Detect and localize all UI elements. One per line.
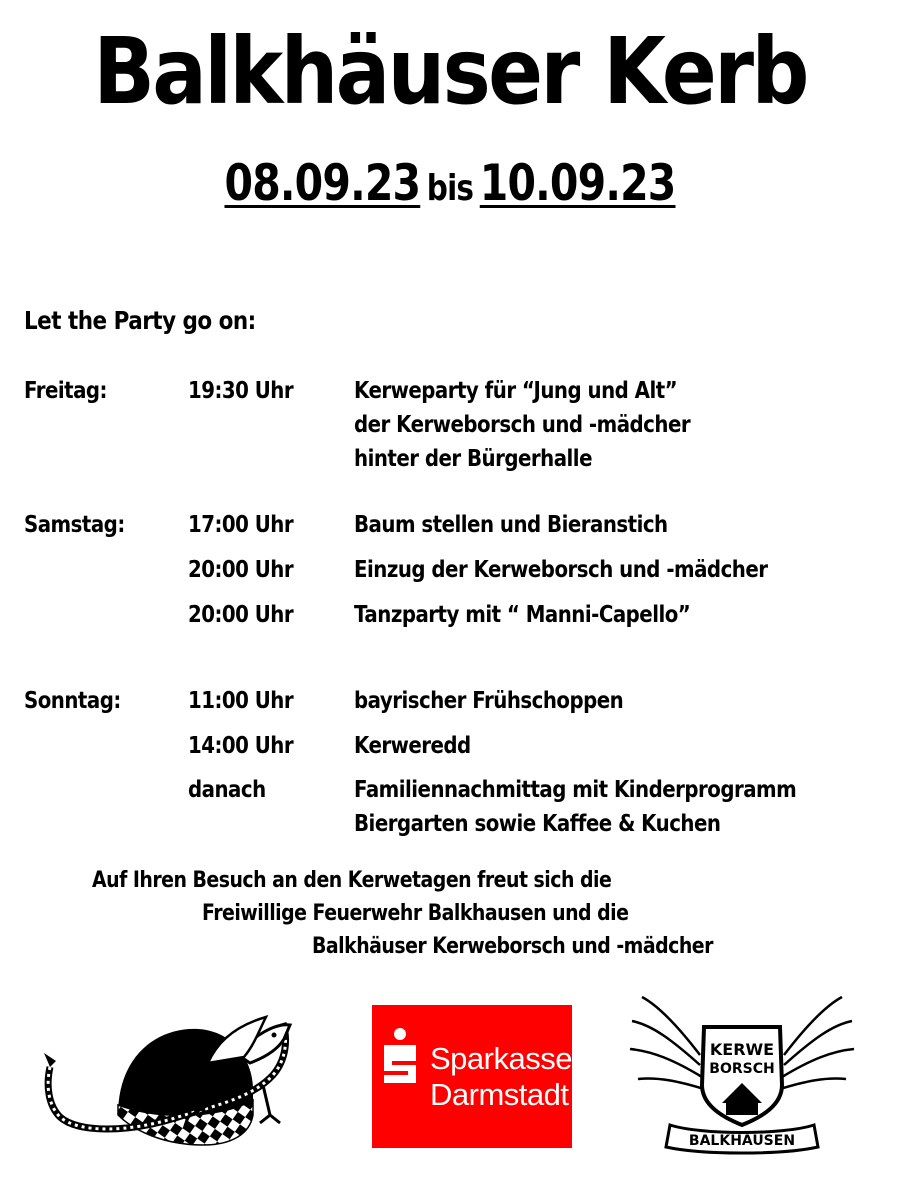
- event-line: Tanzparty mit “ Manni-Capello”: [354, 602, 691, 628]
- kerwe-logo-banner-text: BALKHAUSEN: [688, 1133, 796, 1149]
- time-saturday-1: 17:00 Uhr: [188, 512, 294, 538]
- day-label-friday: Freitag:: [24, 378, 107, 404]
- event-line: Einzug der Kerweborsch und -mädcher: [354, 557, 768, 583]
- thanks-line-2: Freiwillige Feuerwehr Balkhausen und die: [202, 901, 629, 926]
- day-label-saturday: Samstag:: [24, 512, 125, 538]
- date-connector: bis: [426, 168, 474, 209]
- kerweborsch-logo: [622, 985, 862, 1157]
- time-sunday-2: 14:00 Uhr: [188, 733, 294, 759]
- event-line: hinter der Bürgerhalle: [354, 446, 592, 472]
- time-sunday-1: 11:00 Uhr: [188, 688, 294, 714]
- event-line: Baum stellen und Bieranstich: [354, 512, 668, 538]
- sparkasse-city: Darmstadt: [430, 1077, 569, 1112]
- start-date: 08.09.23: [224, 154, 421, 212]
- intro-heading: Let the Party go on:: [24, 306, 256, 335]
- time-saturday-2: 20:00 Uhr: [188, 557, 294, 583]
- thanks-line-1: Auf Ihren Besuch an den Kerwetagen freut sich die: [92, 868, 612, 893]
- date-range: [81, 150, 819, 222]
- event-line: Kerweparty für “Jung und Alt”: [354, 378, 678, 404]
- poster-title: Balkhäuser Kerb: [93, 18, 807, 125]
- event-line: Biergarten sowie Kaffee & Kuchen: [354, 811, 721, 837]
- kerwe-logo-text-middle: BORSCH: [709, 1061, 775, 1077]
- sparkasse-s-icon: [380, 1027, 420, 1087]
- sparkasse-name: Sparkasse: [430, 1041, 572, 1076]
- dragon-icon: [38, 1005, 298, 1155]
- thanks-line-3: Balkhäuser Kerweborsch und -mädcher: [312, 934, 713, 959]
- time-sunday-3: danach: [188, 777, 266, 803]
- event-line: Familiennachmittag mit Kinderprogramm: [354, 777, 797, 803]
- event-line: bayrischer Frühschoppen: [354, 688, 624, 714]
- day-label-sunday: Sonntag:: [24, 688, 121, 714]
- event-line: Kerweredd: [354, 733, 471, 759]
- event-line: der Kerweborsch und -mädcher: [354, 412, 691, 438]
- time-friday-1: 19:30 Uhr: [188, 378, 294, 404]
- kerwe-logo-text-top: KERWE: [709, 1040, 775, 1059]
- time-saturday-3: 20:00 Uhr: [188, 602, 294, 628]
- end-date: 10.09.23: [479, 154, 676, 212]
- sparkasse-logo: [372, 1005, 572, 1148]
